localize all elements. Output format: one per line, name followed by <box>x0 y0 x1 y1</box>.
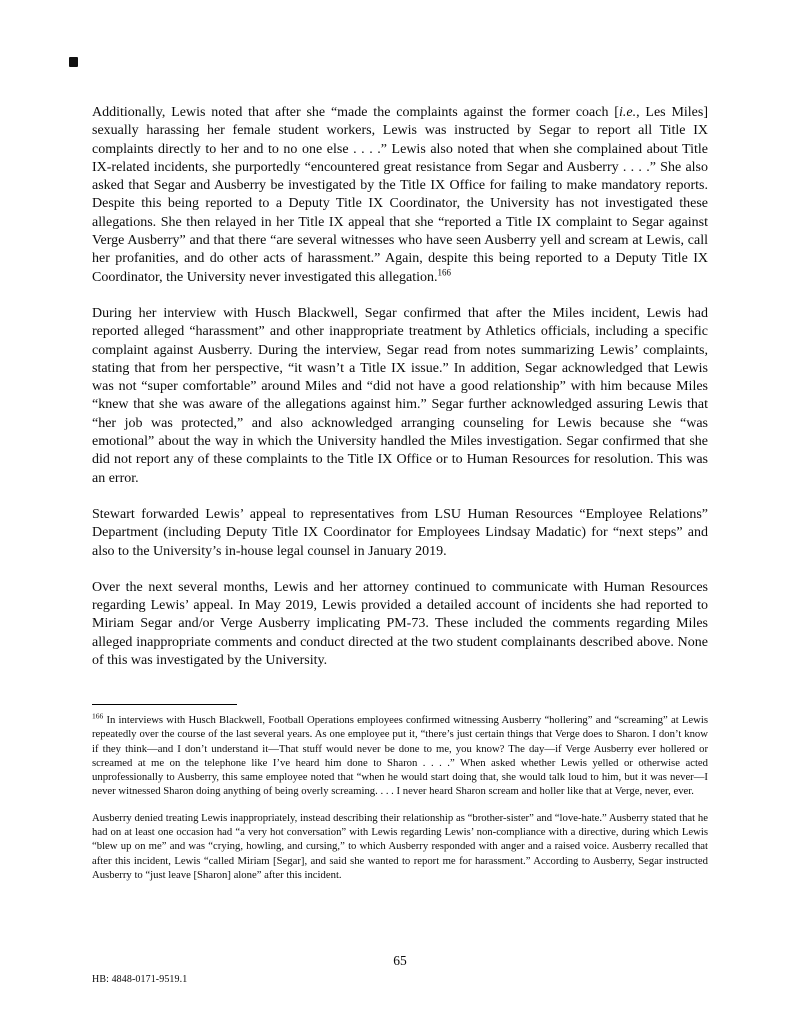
footnote-166 <box>92 713 708 799</box>
footnote-166-marker: 166 <box>92 711 104 721</box>
document-control-number: HB: 4848-0171-9519.1 <box>92 974 188 985</box>
paragraph-segar-interview: During her interview with Husch Blackwell, Segar confirmed that after the Miles incident, Lewis had reported alleged “harassment” and other inappropriate treatment by Athletics officials, including a specific complaint against Ausberry. During the interview, Segar read from notes summarizing Lewis’ complaints, stating that from her perspective, “it wasn’t a Title IX issue.” In addition, Segar acknowledged that Lewis was not “super comfortable” around Miles and “did not have a good relationship” with him because Miles “knew that she was aware of the allegations against him.” Segar further acknowledged assuring Lewis that “her job was protected,” and also acknowledged arranging counseling for Lewis because she “was emotional” about the way in which the University handled the Miles investigation. Segar confirmed that she did not report any of these complaints to the Title IX Office or to Human Resources for resolution. This was an error. <box>92 305 708 486</box>
paragraph-title-ix-complaints <box>92 104 708 287</box>
paragraph-stewart-forwarded: Stewart forwarded Lewis’ appeal to representatives from LSU Human Resources “Employee Relations” Department (including Deputy Title IX Coordinator for Employees Lindsay Madatic) for “next steps” and also to the University’s in-house legal counsel in January 2019. <box>92 506 708 559</box>
footnote-166-text: In interviews with Husch Blackwell, Football Operations employees confirmed witnessing Ausberry “hollering” and “screaming” at Lewis repeatedly over the course of the last several years. As one employee put it, “there’s just certain things that Verge does to Sharon. I don’t know if they think—and I don’t understand it—That stuff would never be done to me, you know? The day—if Verge Ausberry ever hollered or screamed at me on the telephone like I’ve heard him done to Sharon . . . .” When asked whether Lewis yelled or otherwise acted unprofessionally to Ausberry, this same employee noted that “when he would start doing that, she would talk loud to him, but it was never—I never witnessed Sharon doing anything of being overly screaming. . . . I never heard Sharon scream and holler like that at Verge, never, ever. <box>92 714 708 798</box>
scan-artifact-mark <box>69 57 78 67</box>
footnote-separator-rule <box>92 704 237 705</box>
page-number: 65 <box>393 953 407 968</box>
paragraph-next-several-months: Over the next several months, Lewis and her attorney continued to communicate with Human Resources regarding Lewis’ appeal. In May 2019, Lewis provided a detailed account of incidents she had reported to Miriam Segar and/or Verge Ausberry implicating PM-73. These included the comments regarding Miles alleged inappropriate comments and conduct directed at the two student complainants described above. None of this was investigated by the University. <box>92 579 708 669</box>
body-text <box>92 104 708 688</box>
italic-ie-term: i.e. <box>618 105 637 120</box>
footnote-section <box>92 704 708 894</box>
paragraph-1-text-end: , Les Miles] sexually harassing her female student workers, Lewis was instructed by Segar to report all Title IX complaints directly to her and to no one else . . . .” Lewis also noted that when she complained about Title IX-related incidents, she purportedly “encountered great resistance from Segar and Ausberry . . . .” She also asked that Segar and Ausberry be investigated by the Title IX Office for failing to make mandatory reports. Despite this being reported to a Deputy Title IX Coordinator, the University has not investigated these allegations. She then relayed in her Title IX appeal that she “reported a Title IX complaint to Segar against Verge Ausberry” and that there “are several witnesses who have seen Ausberry yell and scream at Lewis, call her profanities, and do other acts of harassment.” Again, despite this being reported to a Deputy Title IX Coordinator, the University never investigated this allegation. <box>92 105 708 285</box>
footnote-ref-166: 166 <box>437 267 451 278</box>
footnote-166-continuation: Ausberry denied treating Lewis inappropriately, instead describing their relationship as “brother-sister” and “love-hate.” Ausberry stated that he had on at least one occasion had “a very hot conversation” with Lewis regarding Lewis’ non-compliance with a directive, during which Lewis “blew up on me” and was “crying, howling, and cursing,” to which Ausberry responded with anger and a raised voice. Ausberry recalled that after this incident, Lewis “called Miriam [Segar], and said she wanted to report me for harassment.” According to Ausberry, Segar instructed Ausberry to “just leave [Sharon] alone” after this incident. <box>92 811 708 881</box>
paragraph-1-text-start: Additionally, Lewis noted that after she “made the complaints against the former coach [ <box>92 105 619 120</box>
